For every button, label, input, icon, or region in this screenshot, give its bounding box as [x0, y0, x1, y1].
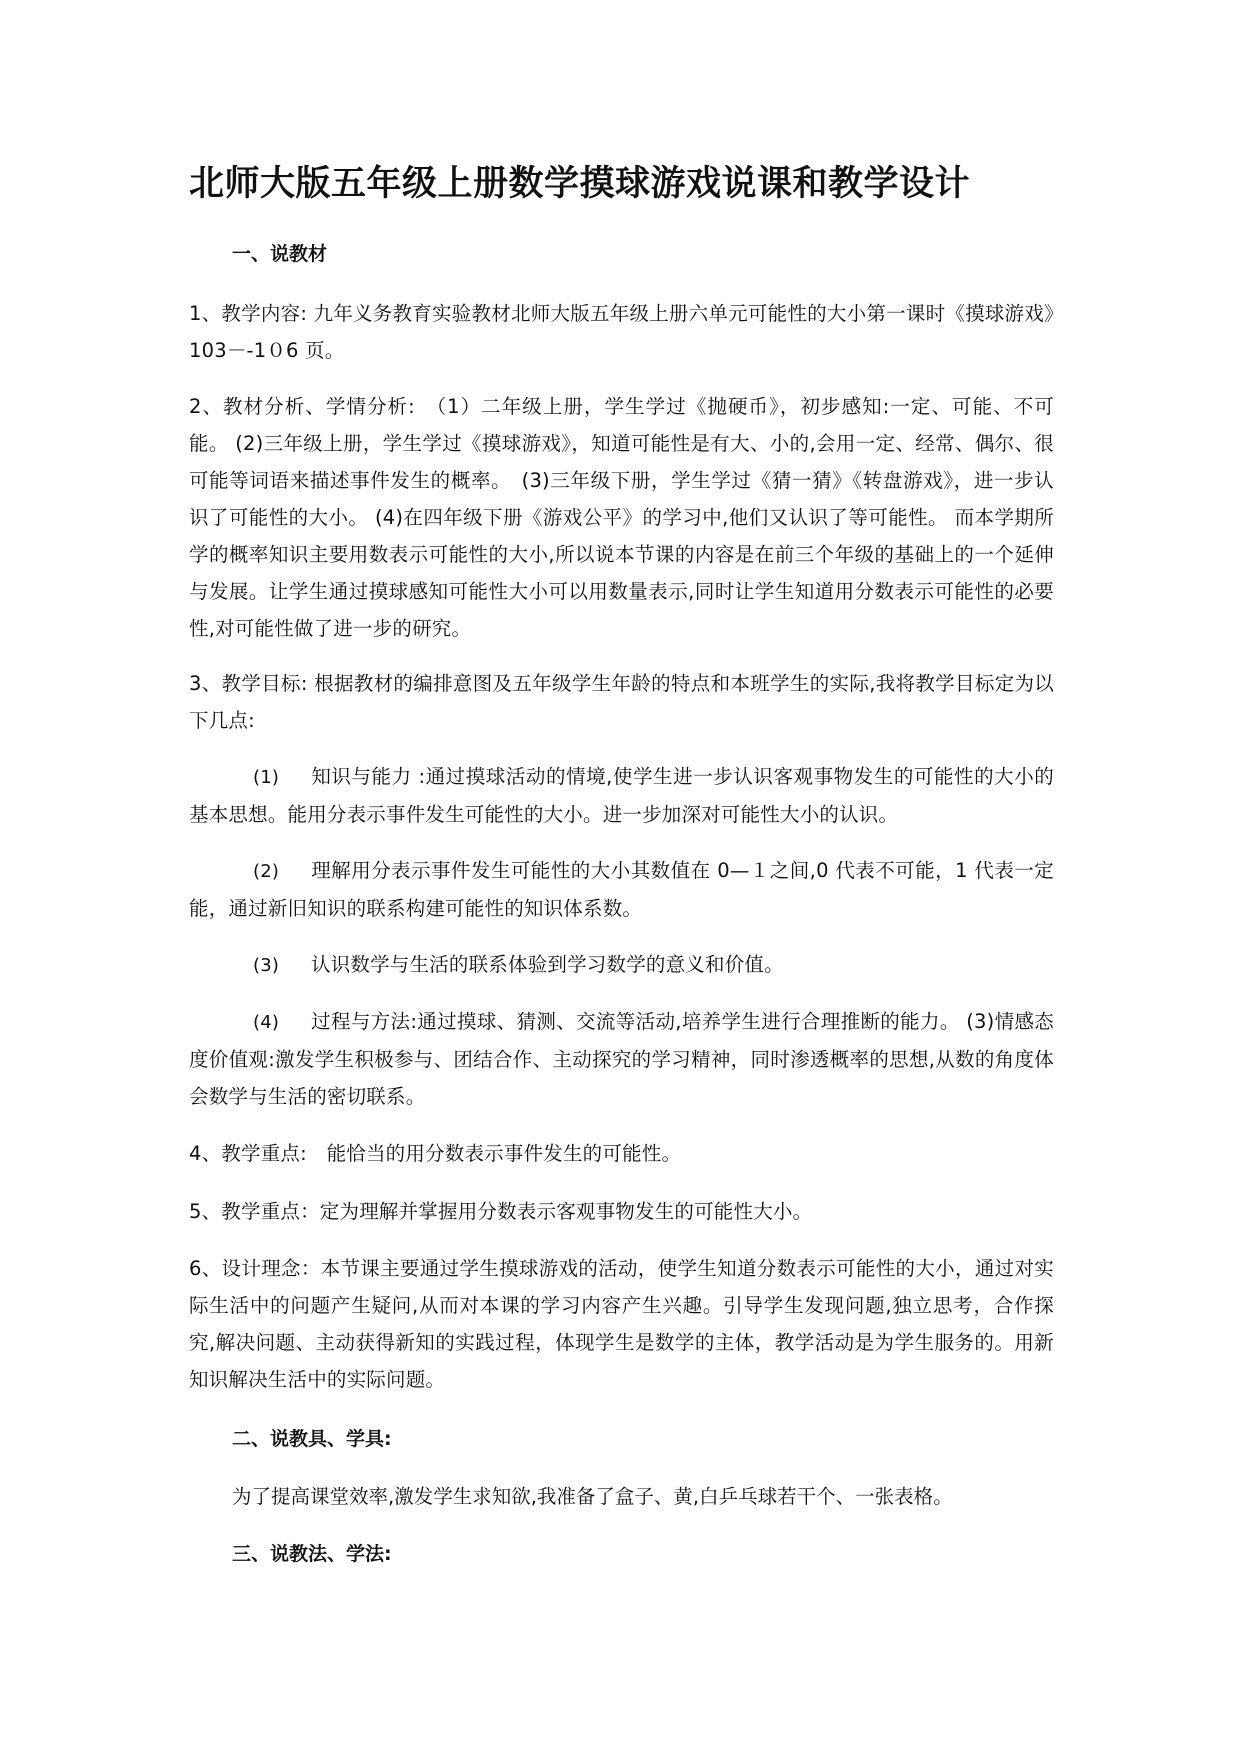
paragraph-design-concept: 6、设计理念：本节课主要通过学生摸球游戏的活动，使学生知道分数表示可能性的大小，通过对实际生活中的问题产生疑问,从而对本课的学习内容产生兴趣。引导学生发现问题,独立思考，合作探究,解决问题、主动获得新知的实践过程，体现学生是数学的主体，教学活动是为学生服务的。用新知识解决生活中的实际问题。: [189, 1257, 1054, 1391]
goal-item-number: (3): [253, 955, 280, 976]
document-title: 北师大版五年级上册数学摸球游戏说课和教学设计: [189, 164, 971, 204]
goal-item-text: 过程与方法:通过摸球、猜测、交流等活动,培养学生进行合理推断的能力。 (3)情感态度价值观:激发学生积极参与、团结合作、主动探究的学习精神，同时渗透概率的思想,从数的角度体会数学与生活的密切联系。: [189, 1010, 1054, 1108]
goal-item-number: (1): [253, 767, 280, 788]
paragraph-textbook-analysis: 2、教材分析、学情分析: （1）二年级上册，学生学过《抛硬币》，初步感知:一定、可能、不可能。 (2)三年级上册，学生学过《摸球游戏》，知道可能性是有大、小的,会用一定、经常、偶尔、很可能等词语来描述事件发生的概率。 (3)三年级下册，学生学过《猜一猜》《转盘游戏》，进一步认识了可能性的大小。 (4)在四年级下册《游戏公平》的学习中,他们又认识了等可能性。 而本学期所学的概率知识主要用数表示可能性的大小,所以说本节课的内容是在前三个年级的基础上的一个延伸与发展。让学生通过摸球感知可能性大小可以用数量表示,同时让学生知道用分数表示可能性的必要性,对可能性做了进一步的研究。: [189, 395, 1054, 640]
section-heading-teaching-aids: 二、说教具、学具:: [232, 1428, 392, 1450]
goal-item-4: [189, 1003, 1054, 1115]
paragraph-teaching-aids: 为了提高课堂效率,激发学生求知欲,我准备了盒子、黄,白乒乓球若干个、一张表格。: [232, 1485, 953, 1508]
paragraph-teaching-difficulty: 5、教学重点：定为理解并掌握用分数表示客观事物发生的可能性大小。: [189, 1200, 813, 1223]
goal-item-text: 理解用分表示事件发生可能性的大小其数值在 0—１之间,0 代表不可能，1 代表一定能，通过新旧知识的联系构建可能性的知识体系数。: [189, 859, 1054, 920]
paragraph-teaching-goals: 3、教学目标: 根据教材的编排意图及五年级学生年龄的特点和本班学生的实际,我将教学目标定为以下几点:: [189, 672, 1054, 732]
goal-item-text: 认识数学与生活的联系体验到学习数学的意义和价值。: [311, 953, 784, 976]
paragraph-teaching-content: 1、教学内容: 九年义务教育实验教材北师大版五年级上册六单元可能性的大小第一课时《摸球游戏》103－-1０6 页。: [189, 302, 1054, 362]
paragraph-teaching-focus: 4、教学重点: 能恰当的用分数表示事件发生的可能性。: [189, 1142, 682, 1165]
goal-item-text: 知识与能力 :通过摸球活动的情境,使学生进一步认识客观事物发生的可能性的大小的基本思想。能用分表示事件发生可能性的大小。进一步加深对可能性大小的认识。: [189, 765, 1054, 826]
goal-item-number: (4): [253, 1012, 280, 1033]
section-heading-textbook: 一、说教材: [232, 243, 328, 265]
goal-item-2: [189, 852, 1054, 927]
goal-item-1: [189, 758, 1054, 833]
goal-item-number: (2): [253, 861, 280, 882]
section-heading-methods: 三、说教法、学法:: [232, 1543, 392, 1565]
goal-item-3: [189, 946, 1054, 984]
